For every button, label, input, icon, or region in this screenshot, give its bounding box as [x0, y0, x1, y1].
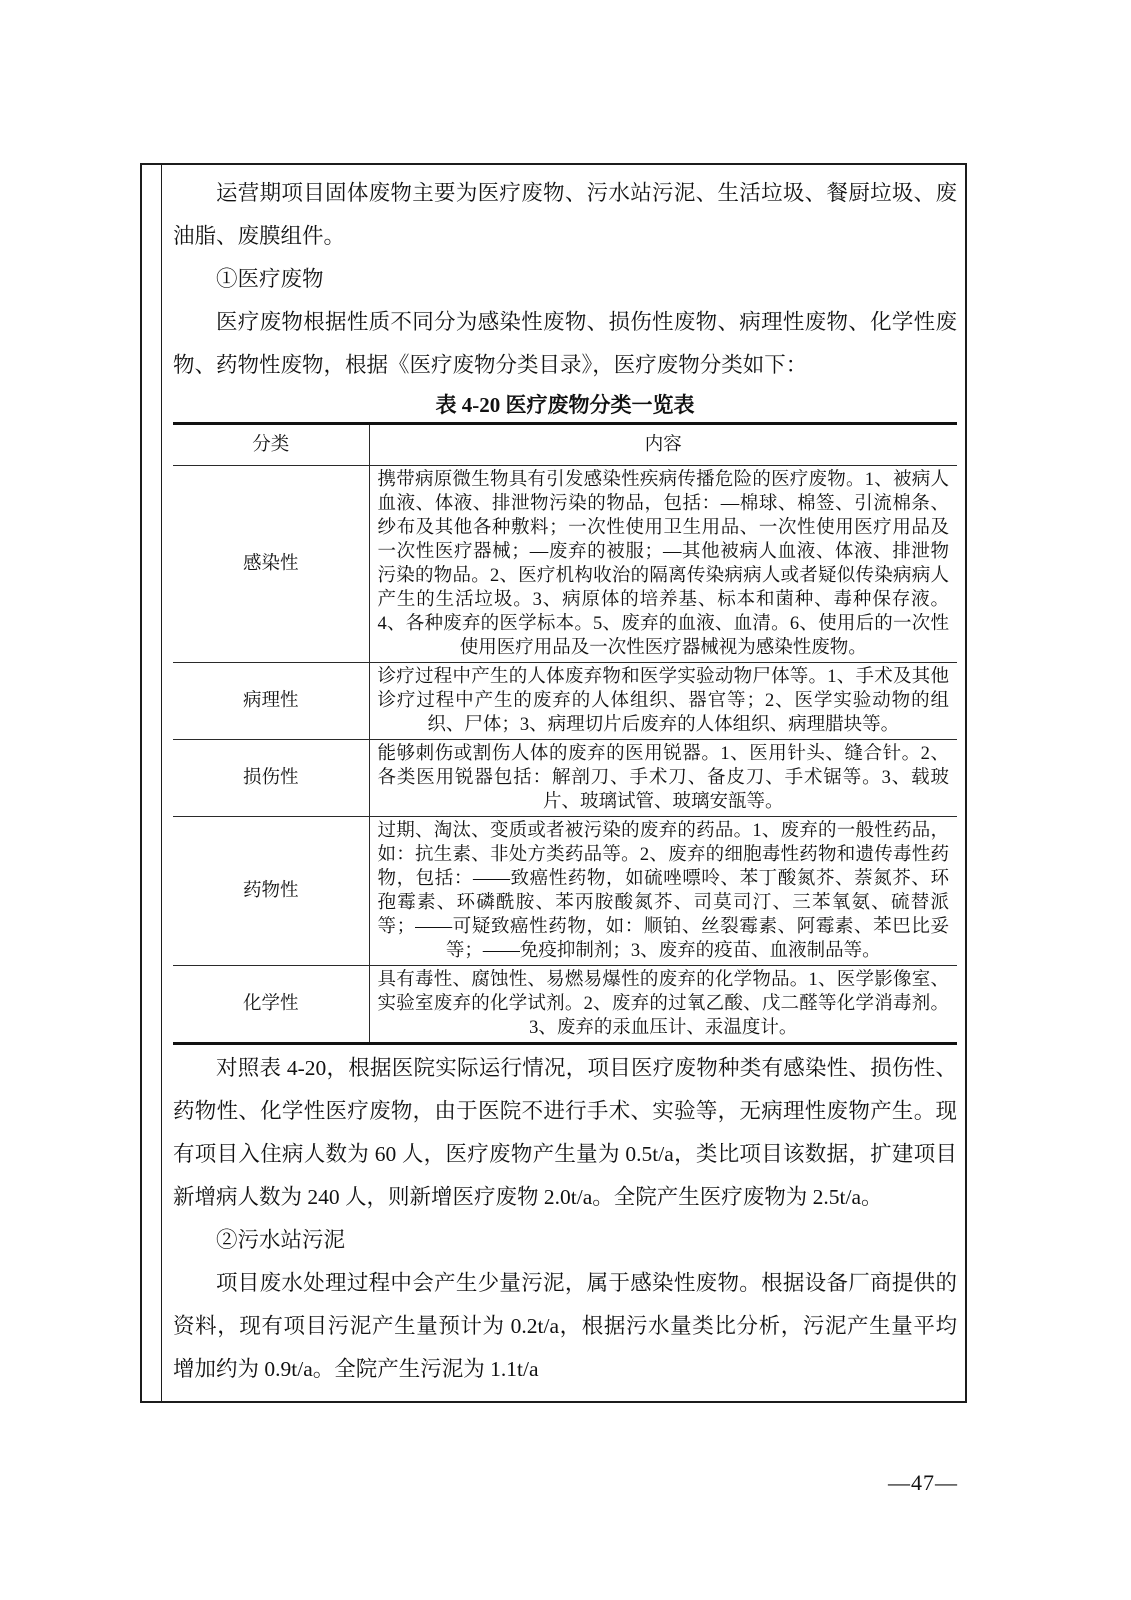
table-row-sharps	[173, 740, 957, 817]
content-cell: 具有毒性、腐蚀性、易燃易爆性的废弃的化学物品。1、医学影像室、实验室废弃的化学试剂。2、废弃的过氧乙酸、戊二醛等化学消毒剂。3、废弃的汞血压计、汞温度计。	[377, 970, 949, 1038]
header-category: 分类	[173, 424, 369, 466]
table-row-chemical	[173, 966, 957, 1044]
table-row-infectious	[173, 466, 957, 663]
content-cell: 携带病原微生物具有引发感染性疾病传播危险的医疗废物。1、被病人血液、体液、排泄物污染的物品，包括：—棉球、棉签、引流棉条、纱布及其他各种敷料；一次性使用卫生用品、一次性使用医疗用品及一次性医疗器械；—废弃的被服；—其他被病人血液、体液、排泄物污染的物品。2、医疗机构收治的隔离传染病病人或者疑似传染病病人产生的生活垃圾。3、病原体的培养基、标本和菌种、毒种保存液。4、各种废弃的医学标本。5、废弃的血液、血清。6、使用后的一次性使用医疗用品及一次性医疗器械视为感染性废物。	[369, 466, 957, 663]
table-header-row	[173, 424, 957, 466]
paragraph-solid-waste-intro: 运营期项目固体废物主要为医疗废物、污水站污泥、生活垃圾、餐厨垃圾、废油脂、废膜组件。	[173, 181, 957, 248]
category-cell: 感染性	[173, 466, 369, 663]
category-cell: 药物性	[173, 817, 369, 966]
document-body	[163, 165, 965, 1401]
left-gutter-column	[142, 165, 162, 1401]
category-cell: 病理性	[173, 663, 369, 740]
header-content: 内容	[369, 424, 957, 466]
category-cell: 损伤性	[173, 740, 369, 817]
heading-medical-waste: ①医疗废物	[216, 267, 324, 291]
paragraph-waste-quantity-analysis: 对照表 4-20，根据医院实际运行情况，项目医疗废物种类有感染性、损伤性、药物性、化学性医疗废物，由于医院不进行手术、实验等，无病理性废物产生。现有项目入住病人数为 60 人，医疗废物产生量为 0.5t/a，类比项目该数据，扩建项目新增病人数为 240 人，则新增医疗废物 2.0t/a。全院产生医疗废物为 2.5t/a。	[173, 1056, 957, 1209]
page-number: —47—	[888, 1470, 958, 1495]
heading-sewage-sludge: ②污水站污泥	[216, 1228, 346, 1252]
content-cell: 过期、淘汰、变质或者被污染的废弃的药品。1、废弃的一般性药品，如：抗生素、非处方类药品等。2、废弃的细胞毒性药物和遗传毒性药物，包括：——致癌性药物，如硫唑嘌呤、苯丁酸氮芥、萘氮芥、环孢霉素、环磷酰胺、苯丙胺酸氮芥、司莫司汀、三苯氧氨、硫替派等；——可疑致癌性药物，如：顺铂、丝裂霉素、阿霉素、苯巴比妥等；——免疫抑制剂；3、废弃的疫苗、血液制品等。	[369, 817, 957, 966]
document-frame	[140, 163, 967, 1403]
category-cell: 化学性	[173, 966, 369, 1044]
paragraph-medical-waste-categories: 医疗废物根据性质不同分为感染性废物、损伤性废物、病理性废物、化学性废物、药物性废物，根据《医疗废物分类目录》，医疗废物分类如下：	[173, 310, 957, 377]
table-row-pathological	[173, 663, 957, 740]
table-title: 表 4-20 医疗废物分类一览表	[435, 393, 695, 417]
paragraph-sludge-quantity-analysis: 项目废水处理过程中会产生少量污泥，属于感染性废物。根据设备厂商提供的资料，现有项目污泥产生量预计为 0.2t/a，根据污水量类比分析，污泥产生量平均增加约为 0.9t/a。全院产生污泥为 1.1t/a	[173, 1271, 957, 1381]
table-row-pharmaceutical	[173, 817, 957, 966]
medical-waste-classification-table	[173, 422, 957, 1045]
content-cell: 能够刺伤或割伤人体的废弃的医用锐器。1、医用针头、缝合针。2、各类医用锐器包括：解剖刀、手术刀、备皮刀、手术锯等。3、载玻片、玻璃试管、玻璃安瓿等。	[369, 740, 957, 817]
content-cell: 诊疗过程中产生的人体废弃物和医学实验动物尸体等。1、手术及其他诊疗过程中产生的废弃的人体组织、器官等；2、医学实验动物的组织、尸体；3、病理切片后废弃的人体组织、病理腊块等。	[369, 663, 957, 740]
